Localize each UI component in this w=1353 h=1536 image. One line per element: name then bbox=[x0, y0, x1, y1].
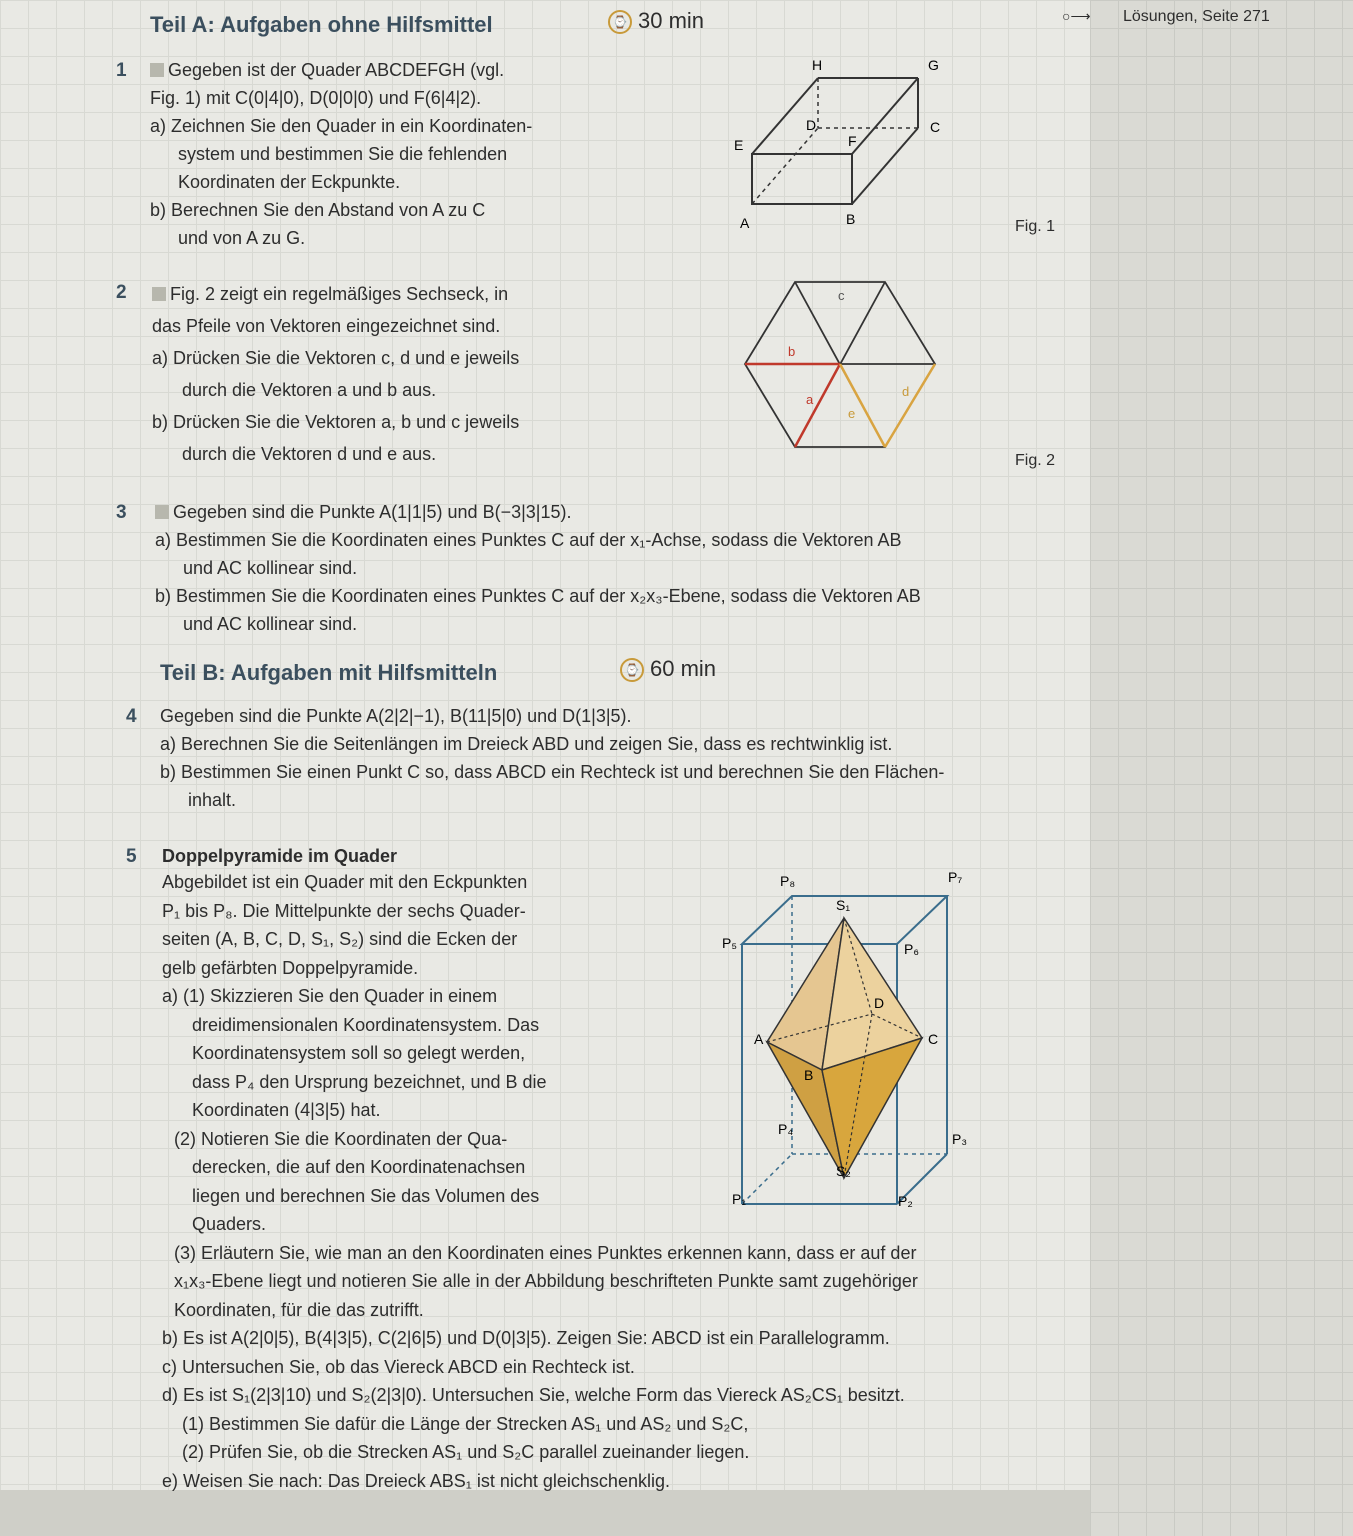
point-c: C bbox=[928, 1031, 939, 1047]
point-a: A bbox=[754, 1031, 764, 1047]
task5-line: e) Weisen Sie nach: Das Dreieck ABS₁ ist nicht gleichschenklig. bbox=[162, 1470, 670, 1491]
task5-title: Doppelpyramide im Quader bbox=[162, 846, 398, 866]
task3-line: b) Bestimmen Sie die Koordinaten eines Punktes C auf der x₂x₃-Ebene, sodass die Vektoren AB bbox=[155, 586, 921, 606]
clock-icon: ⌚ bbox=[620, 658, 644, 682]
page-margin-right bbox=[1090, 0, 1353, 1536]
task5-line: liegen und berechnen Sie das Volumen des bbox=[192, 1185, 540, 1206]
task5-line: derecken, die auf den Koordinatenachsen bbox=[192, 1157, 526, 1177]
task4-line: inhalt. bbox=[188, 790, 237, 810]
task4-line: b) Bestimmen Sie einen Punkt C so, dass ABCD ein Rechteck ist und berechnen Sie den Flächen- bbox=[160, 762, 945, 782]
cuboid-edge bbox=[852, 78, 918, 154]
task5-line: (2) Prüfen Sie, ob die Strecken AS₁ und S₂C parallel zueinander liegen. bbox=[182, 1442, 750, 1462]
figure-double-pyramid bbox=[712, 862, 982, 1222]
figure-2-hexagon bbox=[740, 272, 960, 462]
task1-line: Koordinaten der Eckpunkte. bbox=[178, 172, 401, 192]
point-p8: P₈ bbox=[780, 873, 796, 889]
task-number-4: 4 bbox=[126, 706, 137, 727]
task1-line: b) Berechnen Sie den Abstand von A zu C bbox=[150, 200, 486, 220]
task5-line: Quaders. bbox=[192, 1214, 267, 1234]
task5-line: x₁x₃-Ebene liegt und notieren Sie alle in der Abbildung beschrifteten Punkte samt zugehöriger bbox=[174, 1271, 918, 1291]
time-teil-b bbox=[620, 656, 716, 682]
point-p3: P₃ bbox=[952, 1131, 968, 1147]
task5-line: c) Untersuchen Sie, ob das Viereck ABCD ein Rechteck ist. bbox=[162, 1356, 635, 1377]
task5-line: (1) Bestimmen Sie dafür die Länge der Strecken AS₁ und AS₂ und S₂C, bbox=[182, 1413, 749, 1434]
vertex-c: C bbox=[930, 119, 941, 135]
task3-line: und AC kollinear sind. bbox=[183, 558, 358, 578]
clock-icon: ⌚ bbox=[608, 10, 632, 34]
fig2-caption: Fig. 2 bbox=[1015, 452, 1056, 469]
task5-line: Abgebildet ist ein Quader mit den Eckpunkten bbox=[162, 872, 528, 892]
task1-text bbox=[150, 56, 532, 252]
point-p7: P₇ bbox=[948, 869, 963, 885]
vector-d-label: d bbox=[902, 384, 910, 399]
task5-line: a) (1) Skizzieren Sie den Quader in einem bbox=[162, 986, 498, 1006]
vertex-f: F bbox=[848, 133, 857, 149]
task5-line: Koordinaten, für die das zutrifft. bbox=[174, 1299, 424, 1320]
task-number-2: 2 bbox=[116, 282, 127, 303]
no-calculator-icon bbox=[150, 63, 164, 77]
cuboid-front-face bbox=[752, 154, 852, 204]
task5-line: (3) Erläutern Sie, wie man an den Koordinaten eines Punktes erkennen kann, dass er auf der bbox=[174, 1242, 917, 1263]
task5-line: Koordinatensystem soll so gelegt werden, bbox=[192, 1043, 526, 1063]
solutions-ref-text: Lösungen, Seite 271 bbox=[1122, 8, 1270, 25]
task2-line: durch die Vektoren d und e aus. bbox=[182, 444, 437, 464]
point-p2: P₂ bbox=[898, 1193, 913, 1209]
figure-1-cuboid bbox=[720, 50, 980, 240]
point-d: D bbox=[874, 995, 885, 1011]
arrow-icon: ○⟶ bbox=[1062, 8, 1091, 24]
task5-line: P₁ bis P₈. Die Mittelpunkte der sechs Quader- bbox=[162, 900, 526, 921]
task5-line: Koordinaten (4|3|5) hat. bbox=[192, 1100, 381, 1120]
task-number-5: 5 bbox=[126, 846, 137, 867]
vector-a-arrow bbox=[795, 364, 840, 447]
vertex-d: D bbox=[806, 117, 817, 133]
task1-line: system und bestimmen Sie die fehlenden bbox=[178, 144, 508, 164]
section-title-teil-a: Teil A: Aufgaben ohne Hilfsmittel bbox=[150, 12, 493, 37]
task2-text bbox=[152, 278, 519, 470]
vertex-a: A bbox=[740, 215, 750, 231]
task4-text bbox=[160, 702, 944, 814]
no-calculator-icon bbox=[152, 287, 166, 301]
task5-line: gelb gefärbten Doppelpyramide. bbox=[162, 957, 419, 978]
point-p5: P₅ bbox=[722, 935, 737, 951]
task4-line: a) Berechnen Sie die Seitenlängen im Dreieck ABD und zeigen Sie, dass es rechtwinklig ist. bbox=[160, 734, 893, 754]
solutions-ref bbox=[1062, 8, 1270, 26]
task1-line: Fig. 1) mit C(0|4|0), D(0|0|0) und F(6|4|2). bbox=[150, 88, 482, 108]
task1-line: und von A zu G. bbox=[178, 228, 306, 248]
task2-line: das Pfeile von Vektoren eingezeichnet sind. bbox=[152, 316, 501, 336]
vertex-h: H bbox=[812, 57, 823, 73]
vertex-g: G bbox=[928, 57, 939, 73]
time-teil-b-value: 60 min bbox=[650, 656, 717, 681]
task2-line: durch die Vektoren a und b aus. bbox=[182, 380, 437, 400]
task1-line: a) Zeichnen Sie den Quader in ein Koordinaten- bbox=[150, 116, 533, 136]
fig1-caption: Fig. 1 bbox=[1015, 218, 1056, 235]
task3-line: und AC kollinear sind. bbox=[183, 614, 358, 634]
vertex-b: B bbox=[846, 211, 856, 227]
task3-line: a) Bestimmen Sie die Koordinaten eines Punktes C auf der x₁-Achse, sodass die Vektoren AB bbox=[155, 530, 902, 550]
task3-line: Gegeben sind die Punkte A(1|1|5) und B(−3|3|15). bbox=[173, 502, 572, 522]
point-s2: S₂ bbox=[836, 1163, 851, 1179]
task5-line: dass P₄ den Ursprung bezeichnet, und B die bbox=[192, 1071, 547, 1092]
vector-a-label: a bbox=[806, 392, 814, 407]
task4-line: Gegeben sind die Punkte A(2|2|−1), B(11|5|0) und D(1|3|5). bbox=[160, 706, 632, 726]
task1-line: Gegeben ist der Quader ABCDEFGH (vgl. bbox=[168, 60, 505, 80]
vector-d-arrow bbox=[885, 364, 935, 447]
no-calculator-icon bbox=[155, 505, 169, 519]
point-p4: P₄ bbox=[778, 1121, 794, 1137]
time-teil-a bbox=[608, 8, 704, 34]
point-p6: P₆ bbox=[904, 941, 919, 957]
vector-e-label: e bbox=[848, 406, 856, 421]
vector-e-arrow bbox=[840, 364, 885, 447]
cuboid-hidden-edge bbox=[752, 128, 818, 204]
time-teil-a-value: 30 min bbox=[638, 8, 705, 33]
task2-line: b) Drücken Sie die Vektoren a, b und c jeweils bbox=[152, 412, 520, 432]
section-title-teil-b: Teil B: Aufgaben mit Hilfsmitteln bbox=[160, 660, 498, 685]
cuboid-edge bbox=[752, 78, 818, 154]
cuboid-hidden-edge bbox=[742, 1154, 792, 1204]
task2-line: a) Drücken Sie die Vektoren c, d und e jeweils bbox=[152, 348, 520, 368]
task5-line: b) Es ist A(2|0|5), B(4|3|5), C(2|6|5) und D(0|3|5). Zeigen Sie: ABCD ist ein Parallelogramm. bbox=[162, 1328, 890, 1348]
vertex-e: E bbox=[734, 137, 744, 153]
task2-line: Fig. 2 zeigt ein regelmäßiges Sechseck, in bbox=[170, 284, 509, 304]
point-b: B bbox=[804, 1067, 814, 1083]
task-number-1: 1 bbox=[116, 60, 127, 81]
task5-line: dreidimensionalen Koordinatensystem. Das bbox=[192, 1014, 540, 1035]
task5-line: d) Es ist S₁(2|3|10) und S₂(2|3|0). Untersuchen Sie, welche Form das Viereck AS₂CS₁ besitzt. bbox=[162, 1385, 905, 1405]
point-p1: P₁ bbox=[732, 1191, 747, 1207]
task3-text bbox=[155, 498, 921, 638]
point-s1: S₁ bbox=[836, 897, 851, 913]
cuboid-edge bbox=[852, 128, 918, 204]
vector-b-label: b bbox=[788, 344, 796, 359]
task5-line: seiten (A, B, C, D, S₁, S₂) sind die Ecken der bbox=[162, 929, 518, 949]
vector-c-label: c bbox=[838, 288, 845, 303]
task-number-3: 3 bbox=[116, 502, 127, 523]
task5-line: (2) Notieren Sie die Koordinaten der Qua- bbox=[174, 1128, 508, 1149]
